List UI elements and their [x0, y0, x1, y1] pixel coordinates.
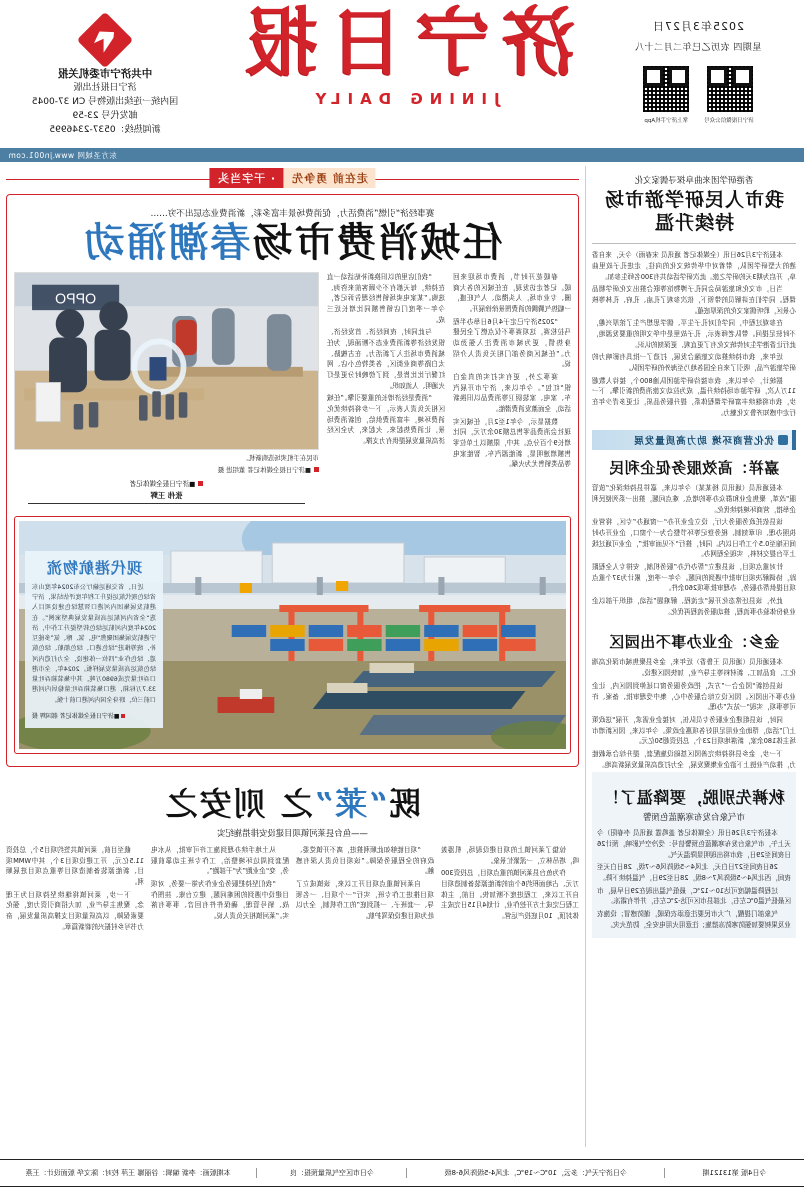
paragraph: 从土地手续办理到施工许可审批，从水电配套到周边环境整治，工作专班主动靠前服务，变“企业跑”为“干部跑”。	[151, 846, 289, 876]
lead-story-frame	[6, 194, 579, 767]
campaign-banner-pill	[209, 168, 376, 188]
headline-part-blue: 春潮涌动	[82, 219, 251, 266]
footer-issue-info: 今日4版 第13121期	[664, 1168, 804, 1178]
story3-headline[interactable]: 金乡：企业办事不出园区	[608, 633, 780, 652]
photo1-alt-text: 市民在手机卖场选购新机。	[242, 454, 319, 462]
masthead-right	[10, 20, 200, 138]
page-footer	[0, 1159, 804, 1187]
paragraph: 当日，市文化和旅游局会同孔子博物馆等联合推出文化研学精品课程。同学们在讲解员的带领下，依次参观了孔庙、孔府、孔林等核心景区，聆听儒家文化的深厚底蕴。	[592, 285, 796, 315]
lead-story-body-left	[453, 272, 571, 472]
right-column	[6, 166, 586, 1147]
paragraph: 下一步，金乡县将持续完善园区基础设施配套，提升综合承载能力，推动产业链上下游企业集聚发展，全力打造高质量发展新高地。	[592, 749, 796, 769]
photo1-caption	[14, 465, 319, 474]
headline-part-black: 任城消费市场	[250, 219, 503, 266]
story4-body	[6, 845, 579, 932]
lead-story-text-col	[453, 272, 571, 508]
paragraph: 近年来，我市持续推动文旅融合发展，打造了一批具有影响力的研学旅游产品，吸引了来自全国各地乃至海外的研学团队。	[592, 353, 796, 373]
section-banner-label: 优化营商环境 助力高质量发展	[633, 436, 774, 448]
qr-code-caption: 掌上济宁手机App	[644, 118, 689, 124]
newspaper-logo-icon	[77, 12, 134, 69]
publisher-org: 中共济宁市委机关报	[57, 68, 153, 80]
paragraph: 本报济宁3月26日讯（全媒体记者 盖鸣霆 通讯员 李春阳）今天上午，市气象台发布寒潮蓝色预警信号：受冷空气影响，预计26日夜间至29日，我市将出现明显降温天气。	[597, 829, 791, 859]
qr-code-icon	[706, 65, 754, 113]
qr-code-group	[600, 65, 796, 124]
paragraph: 针对重点项目，该县建立“帮办代办”服务机制，安排专人全程跟踪，协调解决项目审批中遇到的问题。今年一季度，累计为37个重点项目提供帮办服务，办理审批事项260余件。	[592, 563, 796, 593]
byline-prefix: ■济宁日报全媒体记者	[129, 480, 196, 488]
website-url[interactable]: 东方圣城网 www.jn001.com	[8, 151, 118, 160]
port-photo-credit-text: ■济宁日报全媒体记者 郝国辉 摄	[32, 712, 120, 720]
port-photo-feature	[14, 516, 571, 754]
paragraph: 作为鱼台县莱河镇的重点项目，总投资300万元、占地面积约6个亩的新能源装备制造项目自开工以来，工程进度不断加快。目前，主体工程已完成土方开挖作业，计划4月15日完成主体封顶，10月底投产运营。	[441, 869, 579, 921]
paragraph: “2025济宁已定于4月6日举办半程马拉松赛，这项赛事不仅点燃了全民健身热情，更为城市消费注入强劲动力。”任城区商务部门相关负责人介绍说。	[453, 317, 571, 369]
paragraph: 春暖花开时节，消费市场迎来回暖。记者走访发现，在任城区的各大商圈、专业市场，人头攒动、人气旺盛，一幅热气腾腾的消费图景徐徐展开。	[453, 273, 571, 314]
paragraph: 同时，该县组建企业服务专员队伍，对接企业需求，开展“送政策上门”活动，帮助企业用足用好各项惠企政策。今年以来，园区新增市场主体180余家，新落地项目23个，总投资超50亿元。	[592, 715, 796, 746]
red-square-icon	[198, 481, 203, 486]
weather-body	[597, 828, 791, 932]
port-feature-text: 近日，省交通运输厅公布2024年度山东省绿色现代航运提升工程年度评估结果，济宁港航发展集团内河港口智慧绿色建设项目入选“全省内河航运高质量发展典型案例”。在2024年度内河航运绿色转型提升工作中，济宁港航发展集团聚焦“电、氢、醇、氨”多能互补，统筹推进“绿色港口、绿色船舶、绿色航道、绿色作业”四位一体建设，全力打造内河绿色航运高质量发展样板。2024年，全市港口吞吐量完成6980万吨，其中集装箱吞吐量33.7万标箱，港口集装箱吞吐量稳居内河港口前三位，跻身全国内河港口前十强。	[32, 584, 156, 704]
lead-story-body-mid	[327, 272, 445, 449]
red-square-icon	[314, 467, 319, 472]
paragraph: 本报通讯员（通讯员 杨某某）今年以来，嘉祥县持续深化“放管服”改革，聚焦企业和群众办事的堵点、难点问题，推出一系列便民利企举措，营商环境持续优化。	[592, 484, 796, 514]
paragraph: 自莱河镇重点项目开工以来，该镇成立了项目推进工作专班，实行“一个项目、一名领导、一套班子、一抓到底”的工作机制，全力以赴为项目建设保驾护航。	[296, 880, 434, 921]
story4-subheadline: ——鱼台县莱河镇项目建设安排措施纪实	[217, 828, 368, 838]
story1-headline[interactable]: 我市人民研学游市场 持续升温	[604, 189, 785, 235]
publication-serial-number: 国内统一连续出版物号 CN 37-0045	[31, 97, 179, 108]
publication-date-lunar: 星期四 农历乙巳年二月二十八	[634, 43, 762, 53]
left-column	[586, 166, 798, 1147]
qr-code-icon	[642, 65, 690, 113]
paragraph: 气象部门提醒，广大市民要注意添衣保暖，谨防感冒；设施农业及果树要加强防寒防冻措施；注意用火用电安全，防范火灾。	[597, 909, 791, 929]
lead-story-photo-col	[14, 272, 319, 508]
page-body	[0, 162, 804, 1147]
phone-store-photo-art	[15, 273, 318, 449]
news-hotline: 新闻热线：0537-2346995	[49, 125, 161, 136]
paragraph: 过程降温幅度可达10～12℃，最低气温出现在29日早晨，市区最低气温0℃左右，北部县市区可达-2℃左右，并伴有霜冻。	[597, 886, 791, 906]
qr-code-caption: 济宁日报微信公众号	[704, 118, 754, 124]
port-logistics-photo	[19, 521, 566, 749]
qr-code-item[interactable]	[642, 65, 690, 124]
lead-story-byline	[14, 478, 319, 488]
headline2-part2: “莱”	[312, 785, 388, 823]
weather-subheadline: 市气象台发布寒潮蓝色预警	[643, 813, 746, 824]
weather-headline[interactable]: 秋裤先别脱，要降温了！	[603, 788, 785, 808]
port-feature-textbox	[25, 551, 163, 728]
story3-body	[592, 657, 796, 772]
paragraph: “我们坚持把服务企业作为第一要务，对项目建设中遇到的困难问题，建立台账、挂图作战、销号管理，确保件件有回音、事事有落实。”莱河镇相关负责人说。	[151, 880, 289, 921]
lead-story-text-col	[327, 272, 445, 508]
footer-credits: 本期版画：李新 编辑：谷丽娜 王萍 校对：陈文华 版面设计：王燕	[25, 1169, 231, 1177]
publication-date: 2025年3月27日	[652, 20, 744, 33]
paragraph: 26日夜间至27日白天，北风4～5级阵风6～7级，28日白天至夜间，西北风4～5级阵风7～8级，28日至29日，气温持续下降。	[597, 863, 791, 882]
story1-kicker: 香港研学团来曲阜探寻儒家文化	[634, 176, 754, 186]
banner-icon	[778, 435, 788, 445]
paragraph: “消费是经济增长的重要引擎。”任城区相关负责人表示，下一步将持续优化消费环境，丰富消费供给，创新消费场景，让消费热起来、火起来，为全区经济高质量发展提供有力支撑。	[327, 394, 445, 446]
paragraph: 赛事之外，更有实打实的真金白银“红包”。今年以来，济宁市开展汽车、家电、家装厨卫等消费品以旧换新活动，全面激发消费潜能。	[453, 373, 571, 414]
section-banner-business-env	[592, 430, 796, 450]
paragraph: 下一步，莱河镇将继续坚持项目为王理念，聚焦主导产业，加大招商引资力度，强化要素保障，以高质量项目支撑高质量发展，奋力书写乡村振兴的崭新篇章。	[6, 890, 144, 931]
paragraph: 该县依托政务服务大厅，设立企业开办“一窗通办”专区，将营业执照办理、印章刻制、税务登记等环节整合为一个窗口，企业开办时间压缩至0.5个工作日以内。同时，推行“不见面审批”，企业可通过线上平台提交材料，实现全程网办。	[592, 518, 796, 559]
campaign-banner	[6, 168, 579, 190]
paragraph: 本报通讯员（通讯员 王鲁香）近年来，金乡县聚焦城市深化高端化工、食品加工、新材料等主导产业，加快园区建设。	[592, 658, 796, 678]
paragraph: 与此同时，夜间经济、首发经济、银发经济等新消费业态不断涌现，为任城消费市场注入了新活力。在古槐路、太白路等商业街区，各类特色小店、网红餐厅比比皆是，到了傍晚时分更是灯火通明、人流如织。	[327, 328, 445, 390]
paragraph: 此外，该县还常态化开展“走流程、解难题”活动，组织干部以企业身份体验办事流程，推动服务流程再优化。	[592, 597, 796, 616]
postal-code: 邮发代号 23-59	[72, 111, 138, 122]
paragraph: 惊蛰了莱河镇上的项目建设现场，机器轰鸣，塔吊林立，一派繁忙景象。	[441, 846, 579, 865]
paragraph: 据统计，今年以来，我市接待研学游团队逾800个，接待人数超11万人次，研学游市场持续升温，成为拉动文旅消费的新引擎。下一步，我市将继续丰富研学课程体系，提升服务品质，让更多青少年在行走中感知齐鲁文化魅力。	[592, 376, 796, 417]
story4-headline[interactable]	[6, 779, 579, 825]
paragraph: “项目能够如此顺利推进，离不开镇党委、政府的全程服务保障。”该项目负责人深有感触。	[296, 846, 434, 876]
paragraph: 截至目前，莱河镇共签约项目5个，总投资11.5亿元，开工建设项目3个，其中WMM项目、新能源装备制造项目等重点项目进展顺利。	[6, 846, 144, 887]
svg-text:OPPO: OPPO	[55, 291, 97, 308]
lead-story-summary: 赛事经济“引燃”消费活力，促消费场景丰富多彩，新消费业态层出不穷……	[150, 209, 435, 219]
divider	[592, 243, 796, 244]
lead-story-columns	[14, 272, 571, 508]
port-feature-title: 现代港航物流	[46, 559, 143, 577]
masthead-left	[600, 18, 796, 124]
newspaper-title-english: JINING DAILY	[308, 90, 500, 108]
phone-store-photo	[14, 272, 319, 450]
publisher-name: 济宁日报社出版	[73, 83, 137, 94]
campaign-banner-label-b: · 干字当头	[209, 168, 283, 188]
masthead-center	[209, 0, 599, 108]
paragraph: “我们店里的以旧换新补贴活动一直在持续，每天都有不少顾客前来咨询、选购。”某家电卖场销售经理告诉记者，今年一季度门店销售额同比增长近三成。	[327, 273, 445, 324]
paragraph: 该县创新“园企合一”方式，把政务服务窗口延伸到园区内，让企业办事不出园区。园区设立综合服务中心，集中受理审批、备案、许可等事项，实现“一站式”办理。	[592, 681, 796, 712]
lead-story-headline[interactable]	[14, 219, 571, 266]
port-feature-credit	[32, 711, 156, 720]
footer-weather: 今日济宁天气：多云，10℃～19℃，北风4-5级阵风6-8级	[407, 1168, 665, 1178]
red-square-icon	[121, 714, 125, 718]
story1-body	[592, 250, 796, 420]
headline2-part3: 之 则安之	[163, 785, 313, 823]
footer-air-quality: 今日市区空气质量预报：良	[257, 1168, 407, 1178]
paragraph: 数据显示，今年1至2月，任城区实现社会消费品零售总额30余万元，同比增长9个百分点。其中，限额以上单位零售额增速明显，新能源汽车、智能家电等品类销售尤为火爆。	[453, 417, 571, 469]
qr-code-item[interactable]	[704, 65, 754, 124]
newspaper-title: 济宁日报	[232, 0, 576, 86]
website-bar	[0, 148, 804, 162]
headline2-part1: 既	[387, 785, 422, 823]
lead-story-reporters: 张伟 王辉	[28, 490, 305, 504]
story2-body	[592, 483, 796, 619]
paragraph: 在参观过程中，同学们对孔子生平、儒学思想产生了浓厚兴趣，不时驻足提问。带队老师表示，孔子故里是中华文明的重要发源地，此行让香港学生对传统文化有了更直观、更深刻的认识。	[592, 319, 796, 349]
story2-headline[interactable]: 嘉祥：高效服务促企利民	[608, 459, 780, 478]
masthead	[0, 0, 804, 148]
weather-story-panel	[592, 772, 796, 938]
campaign-banner-label-a: 走在前 勇争先	[283, 168, 376, 188]
paragraph: 本报济宁3月26日讯（全媒体记者 通讯员 宋春雨）今天，来自香港的大型研学团队，带着对中华传统文化的向往，走进孔子故里曲阜，开启为期3天的研学之旅。此次研学活动共有300名师生参加。	[592, 251, 796, 281]
photo1-credit: ■济宁日报全媒体记者 董绍进 摄	[217, 466, 311, 474]
